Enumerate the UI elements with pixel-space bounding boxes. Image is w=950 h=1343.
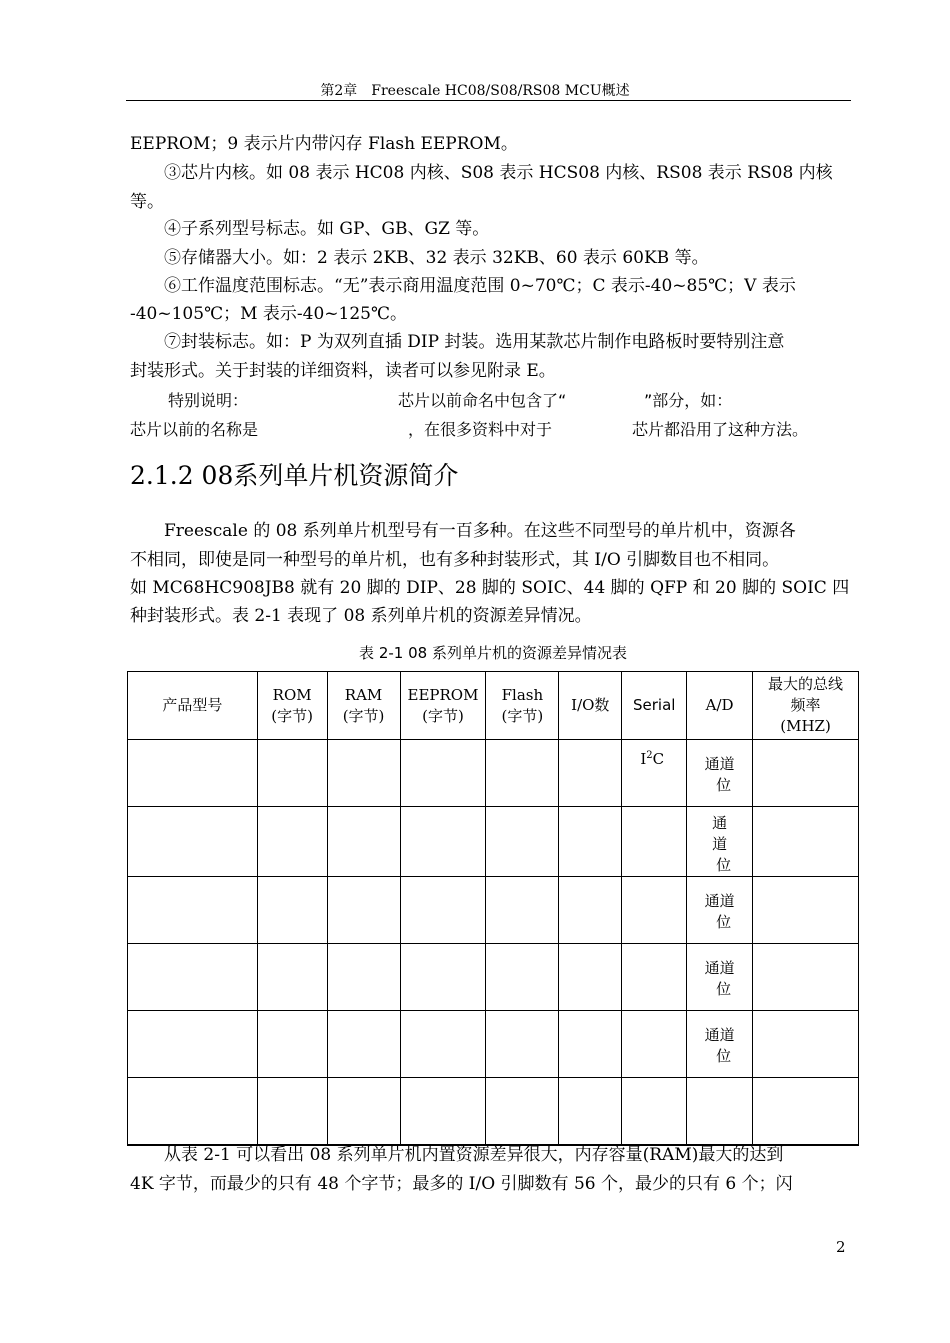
resource-table [127, 671, 859, 1146]
table-cell [400, 944, 486, 1011]
table-cell [486, 1011, 559, 1078]
header-eeprom: EEPROM (字节) [400, 672, 486, 740]
section-title: 2.1.2 08系列单片机资源简介 [130, 461, 459, 490]
table-cell [559, 1078, 622, 1146]
table-cell [128, 807, 258, 877]
table-cell [622, 944, 687, 1011]
table-cell [486, 877, 559, 944]
intro-line: 如 MC68HC908JB8 就有 20 脚的 DIP、28 脚的 SOIC、44 脚的 QFP 和 20 脚的 SOIC 四 [130, 578, 850, 598]
ad-value: 通道 位 [704, 959, 735, 998]
table-cell [327, 740, 400, 807]
header-rule [126, 100, 851, 101]
body-line: 等。 [130, 192, 164, 212]
special-note-text: ，在很多资料中对于 [408, 420, 553, 439]
table-caption: 表 2-1 08 系列单片机的资源差异情况表 [359, 644, 627, 662]
table-cell [753, 877, 859, 944]
intro-line: 种封装形式。表 2-1 表现了 08 系列单片机的资源差异情况。 [130, 606, 592, 626]
table-cell [753, 740, 859, 807]
table-cell [486, 807, 559, 877]
intro-line: 不相同，即使是同一种型号的单片机，也有多种封装形式，其 I/O 引脚数目也不相同。 [130, 550, 780, 570]
ad-value: 通道 位 [704, 1026, 735, 1065]
table-row [128, 1078, 859, 1146]
special-note-text: 芯片以前的名称是 [130, 420, 259, 439]
table-cell [486, 944, 559, 1011]
header-ad: A/D [687, 672, 753, 740]
intro-line: Freescale 的 08 系列单片机型号有一百多种。在这些不同型号的单片机中，资源各 [130, 521, 796, 541]
table-cell [486, 740, 559, 807]
table-cell [687, 807, 753, 877]
table-cell [687, 1011, 753, 1078]
body-line: ⑤存储器大小。如：2 表示 2KB、32 表示 32KB、60 表示 60KB 等。 [130, 248, 709, 268]
table-cell [753, 1078, 859, 1146]
table-cell [400, 1011, 486, 1078]
table-cell [622, 877, 687, 944]
header-flash: Flash (字节) [486, 672, 559, 740]
table-cell [400, 740, 486, 807]
table-cell [559, 1011, 622, 1078]
table-cell [257, 944, 327, 1011]
table-cell [753, 807, 859, 877]
table-cell [622, 740, 687, 807]
header-bus-frequency: 最大的总线 频率 (MHZ) [753, 672, 859, 740]
table-row [128, 740, 859, 807]
header-serial: Serial [622, 672, 687, 740]
table-cell [687, 1078, 753, 1146]
table-cell [753, 944, 859, 1011]
body-line: ⑦封装标志。如：P 为双列直插 DIP 封装。选用某款芯片制作电路板时要特别注意 [130, 332, 785, 352]
table-cell [257, 807, 327, 877]
table-cell [559, 807, 622, 877]
table-cell [622, 1011, 687, 1078]
header-rom: ROM (字节) [257, 672, 327, 740]
body-line: ③芯片内核。如 08 表示 HC08 内核、S08 表示 HCS08 内核、RS08 表示 RS08 内核 [130, 163, 833, 183]
table-cell [128, 944, 258, 1011]
special-note-label: 特别说明： [168, 391, 249, 410]
ad-value: 通 道 位 [712, 814, 732, 874]
serial-value: $I^2C$ [640, 750, 665, 768]
table-cell [257, 1011, 327, 1078]
header-product-model: 产品型号 [128, 672, 258, 740]
table-cell [257, 1078, 327, 1146]
table-cell [400, 1078, 486, 1146]
table-cell [327, 877, 400, 944]
body-line: ④子系列型号标志。如 GP、GB、GZ 等。 [130, 219, 490, 239]
body-line: -40~105℃；M 表示-40~125℃。 [130, 304, 407, 324]
special-note-text: 芯片以前命名中包含了“ [398, 391, 567, 410]
table-cell [559, 877, 622, 944]
table-cell [257, 877, 327, 944]
page-number: 2 [836, 1238, 846, 1256]
ad-value: 通道 位 [704, 755, 735, 794]
closing-line: 从表 2-1 可以看出 08 系列单片机内置资源差异很大，内存容量(RAM)最大的达到 [130, 1145, 784, 1165]
header-ram: RAM (字节) [327, 672, 400, 740]
header-io-count: I/O数 [559, 672, 622, 740]
table-cell [128, 740, 258, 807]
table-cell [400, 877, 486, 944]
table-row [128, 944, 859, 1011]
table-cell [687, 877, 753, 944]
table-cell [327, 944, 400, 1011]
table-cell [327, 807, 400, 877]
table-cell [327, 1078, 400, 1146]
table-cell [128, 1078, 258, 1146]
table-cell [559, 944, 622, 1011]
table-cell [687, 740, 753, 807]
closing-line: 4K 字节，而最少的只有 48 个字节；最多的 I/O 引脚数有 56 个，最少的只有 6 个；闪 [130, 1174, 793, 1194]
special-note-text: ”部分，如： [644, 391, 733, 410]
special-note-text: 芯片都沿用了这种方法。 [632, 420, 809, 439]
table-row [128, 807, 859, 877]
body-line: ⑥工作温度范围标志。“无”表示商用温度范围 0~70℃；C 表示-40~85℃；V 表示 [130, 276, 796, 296]
table-row [128, 877, 859, 944]
table-cell [486, 1078, 559, 1146]
table-row [128, 1011, 859, 1078]
ad-value: 通道 位 [704, 892, 735, 931]
table-cell [622, 807, 687, 877]
table-cell [128, 877, 258, 944]
table-header-row [128, 672, 859, 740]
table-cell [622, 1078, 687, 1146]
body-line: 封装形式。关于封装的详细资料，读者可以参见附录 E。 [130, 361, 556, 381]
table-cell [687, 944, 753, 1011]
table-cell [400, 807, 486, 877]
table-cell [559, 740, 622, 807]
table-cell [327, 1011, 400, 1078]
table-cell [257, 740, 327, 807]
running-header: 第2章 Freescale HC08/S08/RS08 MCU概述 [320, 83, 630, 99]
table-cell [753, 1011, 859, 1078]
table-cell [128, 1011, 258, 1078]
body-line: EEPROM；9 表示片内带闪存 Flash EEPROM。 [130, 134, 518, 154]
